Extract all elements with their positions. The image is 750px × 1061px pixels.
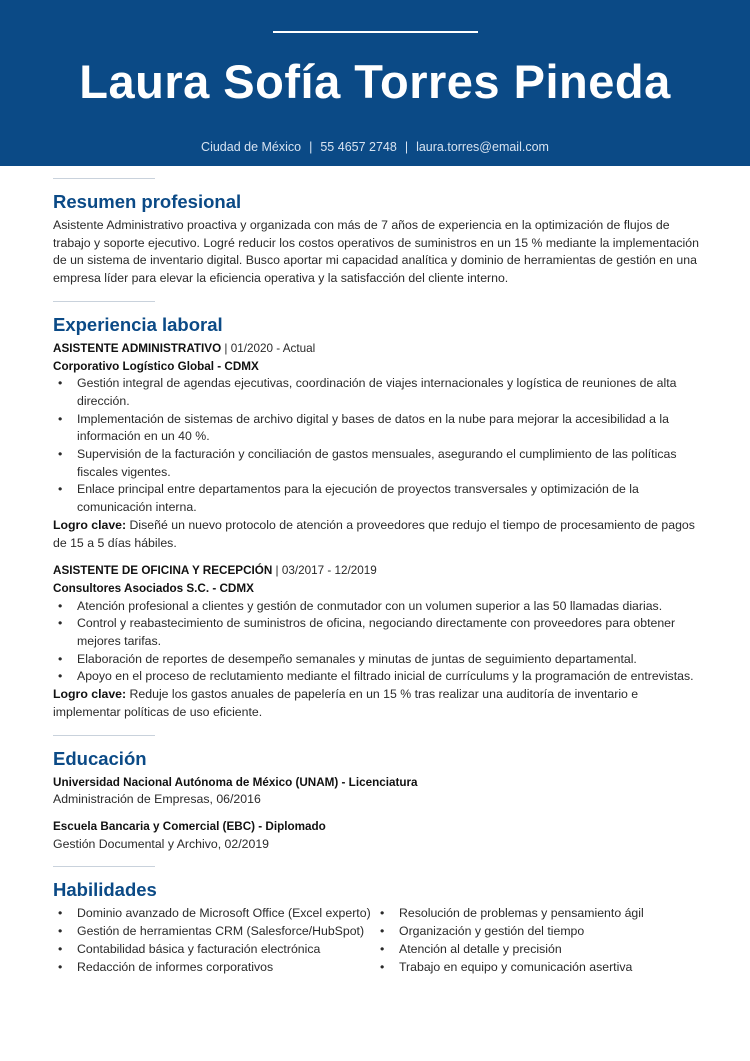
skill-text: Resolución de problemas y pensamiento ágil	[399, 906, 644, 921]
summary-section	[53, 178, 703, 288]
education-entry	[53, 818, 703, 853]
resume-body	[53, 178, 703, 976]
job-dates: | 03/2017 - 12/2019	[272, 564, 377, 578]
bullet-icon: •	[58, 669, 63, 684]
job-header	[53, 340, 703, 358]
job-bullet-list	[53, 598, 703, 687]
skills-list-left	[53, 905, 375, 976]
bullet-icon: •	[58, 447, 63, 462]
skill-text: Dominio avanzado de Microsoft Office (Excel experto)	[77, 906, 371, 921]
bullet-icon: •	[58, 598, 63, 613]
job-bullet	[53, 668, 703, 686]
bullet-icon: •	[380, 941, 385, 956]
skill-item	[375, 923, 697, 941]
contact-separator: |	[404, 140, 409, 154]
job-bullet-text: Gestión integral de agendas ejecutivas, coordinación de viajes internacionales y logística de reuniones de alta dirección.	[77, 376, 677, 408]
summary-text: Asistente Administrativo proactiva y organizada con más de 7 años de experiencia en la optimización de flujos de trabajo y soporte ejecutivo. Logré reducir los costos operativos de suministros en un 15 % mediante la implementación de un sistema de inventario digital. Busco aportar mi capacidad analítica y dominio de herramientas de gestión en una empresa líder para elevar la eficiencia operativa y la satisfacción del cliente interno.	[53, 218, 699, 286]
candidate-name: Laura Sofía Torres Pineda	[79, 55, 671, 108]
job-bullet-text: Atención profesional a clientes y gestión de conmutador con un volumen superior a las 50 llamadas diarias.	[77, 598, 663, 613]
bullet-icon: •	[380, 906, 385, 921]
achievement-label: Logro clave:	[53, 517, 127, 532]
bullet-icon: •	[58, 924, 63, 939]
job-header	[53, 562, 703, 580]
bullet-icon: •	[380, 924, 385, 939]
job-achievement	[53, 517, 703, 552]
contact-separator: |	[309, 140, 313, 154]
job-entry	[53, 562, 703, 721]
job-bullet	[53, 651, 703, 669]
job-company: Consultores Asociados S.C. - CDMX	[53, 581, 254, 595]
job-bullet	[53, 615, 703, 650]
job-dates: | 01/2020 - Actual	[221, 341, 316, 355]
achievement-text: Reduje los gastos anuales de papelería en un 15 % tras realizar una auditoría de inventario e implementar políticas de uso eficiente.	[53, 687, 639, 719]
bullet-icon: •	[58, 616, 63, 631]
education-institution: Escuela Bancaria y Comercial (EBC) - Diplomado	[53, 819, 326, 833]
section-divider	[53, 735, 155, 736]
job-bullet-text: Supervisión de la facturación y conciliación de gastos mensuales, asegurando el cumplimiento de las políticas fiscales vigentes.	[77, 447, 677, 479]
contact-city: Ciudad de México	[201, 140, 302, 154]
skill-text: Contabilidad básica y facturación electrónica	[77, 941, 321, 956]
education-title: Educación	[53, 747, 147, 769]
job-bullet-text: Elaboración de reportes de desempeño semanales y minutas de juntas de seguimiento departamental.	[77, 651, 637, 666]
skills-list-right	[375, 905, 697, 976]
bullet-icon: •	[58, 941, 63, 956]
skill-item	[375, 959, 697, 977]
section-divider	[53, 866, 155, 867]
skill-text: Trabajo en equipo y comunicación asertiva	[399, 959, 633, 974]
bullet-icon: •	[58, 482, 63, 497]
section-divider	[53, 301, 155, 302]
skill-item	[53, 923, 375, 941]
job-position: ASISTENTE ADMINISTRATIVO	[53, 341, 222, 355]
education-detail: Gestión Documental y Archivo, 02/2019	[53, 836, 269, 851]
job-bullet	[53, 481, 703, 516]
header-banner	[0, 0, 750, 166]
section-divider	[53, 178, 155, 179]
job-bullet-text: Implementación de sistemas de archivo digital y bases de datos en la nube para mejorar la accesibilidad a la información en un 40 %.	[77, 411, 669, 444]
skill-item	[375, 905, 697, 923]
contact-phone: 55 4657 2748	[320, 140, 397, 154]
achievement-label: Logro clave:	[53, 687, 127, 702]
skills-title: Habilidades	[53, 879, 157, 901]
summary-title: Resumen profesional	[53, 191, 242, 212]
education-institution: Universidad Nacional Autónoma de México (UNAM) - Licenciatura	[53, 775, 418, 789]
skills-section	[53, 866, 703, 976]
job-bullet-text: Apoyo en el proceso de reclutamiento mediante el filtrado inicial de currículums y la programación de entrevistas.	[77, 669, 694, 684]
job-position: ASISTENTE DE OFICINA Y RECEPCIÓN	[53, 564, 273, 578]
job-entry	[53, 340, 703, 552]
experience-title: Experiencia laboral	[53, 313, 223, 335]
skill-text: Gestión de herramientas CRM (Salesforce/HubSpot)	[77, 924, 365, 939]
skill-item	[375, 941, 697, 959]
skill-item	[53, 905, 375, 923]
job-bullet	[53, 446, 703, 481]
bullet-icon: •	[380, 959, 385, 974]
education-entry	[53, 774, 703, 809]
skills-columns	[53, 905, 703, 976]
header-decorative-rule	[273, 31, 478, 33]
contact-email: laura.torres@email.com	[416, 140, 549, 154]
experience-section	[53, 301, 703, 722]
skill-text: Organización y gestión del tiempo	[399, 924, 585, 939]
job-company: Corporativo Logístico Global - CDMX	[53, 359, 259, 373]
bullet-icon: •	[58, 651, 63, 666]
achievement-text: Diseñé un nuevo protocolo de atención a proveedores que redujo el tiempo de procesamiento de pagos de 15 a 5 días hábiles.	[53, 517, 695, 550]
skill-text: Redacción de informes corporativos	[77, 959, 274, 974]
job-bullet-text: Enlace principal entre departamentos para la ejecución de proyectos transversales y optimización de la comunicación interna.	[77, 482, 639, 515]
education-detail: Administración de Empresas, 06/2016	[53, 792, 261, 807]
job-bullet	[53, 598, 703, 616]
bullet-icon: •	[58, 959, 63, 974]
job-bullet-text: Control y reabastecimiento de suministros de oficina, negociando directamente con proveedores para obtener mejores tarifas.	[77, 616, 676, 649]
skill-item	[53, 959, 375, 977]
bullet-icon: •	[58, 411, 63, 426]
contact-line	[0, 138, 750, 156]
bullet-icon: •	[58, 906, 63, 921]
job-achievement	[53, 686, 703, 721]
job-bullet	[53, 411, 703, 446]
job-bullet-list	[53, 375, 703, 517]
skill-item	[53, 941, 375, 959]
bullet-icon: •	[58, 376, 63, 391]
job-bullet	[53, 375, 703, 410]
skill-text: Atención al detalle y precisión	[399, 941, 562, 956]
education-section	[53, 735, 703, 854]
